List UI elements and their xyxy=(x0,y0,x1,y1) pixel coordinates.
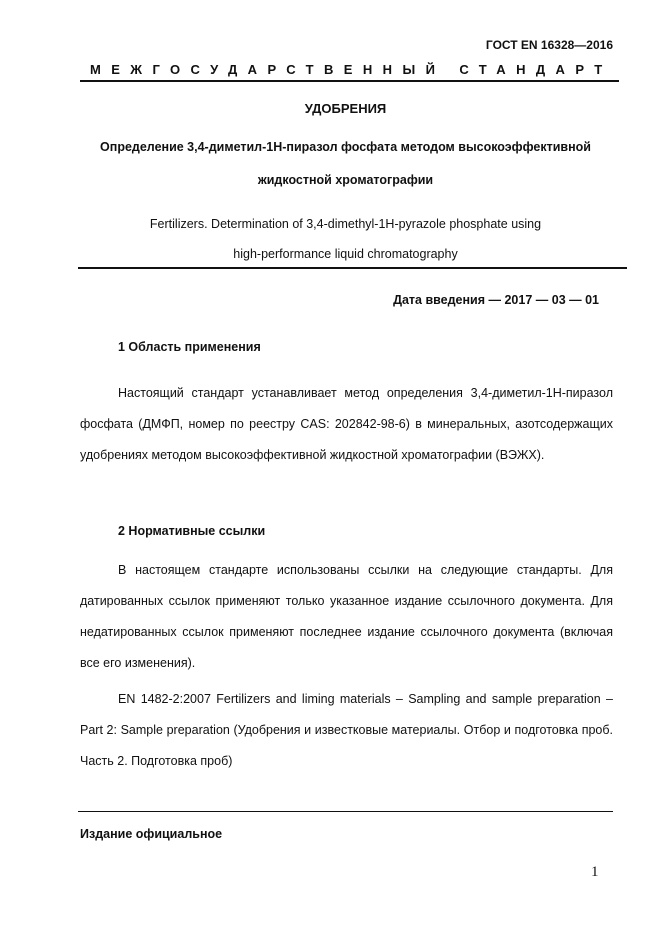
standard-code: ГОСТ EN 16328—2016 xyxy=(485,38,613,52)
english-title-line-1: Fertilizers. Determination of 3,4-dimethyl-1H-pyrazole phosphate using xyxy=(149,217,542,231)
scope-paragraph xyxy=(80,378,613,471)
footer-rule xyxy=(78,811,613,812)
references-paragraph-1-text: В настоящем стандарте использованы ссылки на следующие стандарты. Для датированных ссылок применяют только указанное издание ссылочного документа. Для недатированных ссылок применяют последнее издание ссылочного документа (включая все его изменения). xyxy=(80,563,613,670)
section-heading-references: 2 Нормативные ссылки xyxy=(118,524,266,538)
document-title: УДОБРЕНИЯ xyxy=(304,101,387,116)
title-rule xyxy=(78,267,627,269)
section-heading-scope: 1 Область применения xyxy=(118,340,261,354)
references-paragraph-2-text: EN 1482-2:2007 Fertilizers and liming materials – Sampling and sample preparation – Part 2: Sample preparation (Удобрения и известковые материалы. Отбор и подготовка проб. Часть 2. Подготовка проб) xyxy=(80,692,613,768)
header-rule xyxy=(80,80,619,82)
document-subtitle-line-2: жидкостной хроматографии xyxy=(257,173,434,187)
references-paragraph-2 xyxy=(80,684,613,777)
references-paragraph-1 xyxy=(80,555,613,679)
page-number: 1 xyxy=(591,864,599,880)
edition-label: Издание официальное xyxy=(80,827,223,841)
english-title-line-2: high-performance liquid chromatography xyxy=(233,247,458,261)
introduction-date: Дата введения — 2017 — 03 — 01 xyxy=(393,293,599,307)
document-subtitle-line-1: Определение 3,4-диметил-1Н-пиразол фосфата методом высокоэффективной xyxy=(100,140,591,154)
scope-paragraph-text: Настоящий стандарт устанавливает метод определения 3,4-диметил-1Н-пиразол фосфата (ДМФП, номер по реестру CAS: 202842-98-6) в минеральных, азотсодержащих удобрениях методом высокоэффективной жидкостной хроматографии (ВЭЖХ). xyxy=(80,386,613,462)
interstate-standard-label: МЕЖГОСУДАРСТВЕННЫЙ СТАНДАРТ xyxy=(90,62,613,77)
